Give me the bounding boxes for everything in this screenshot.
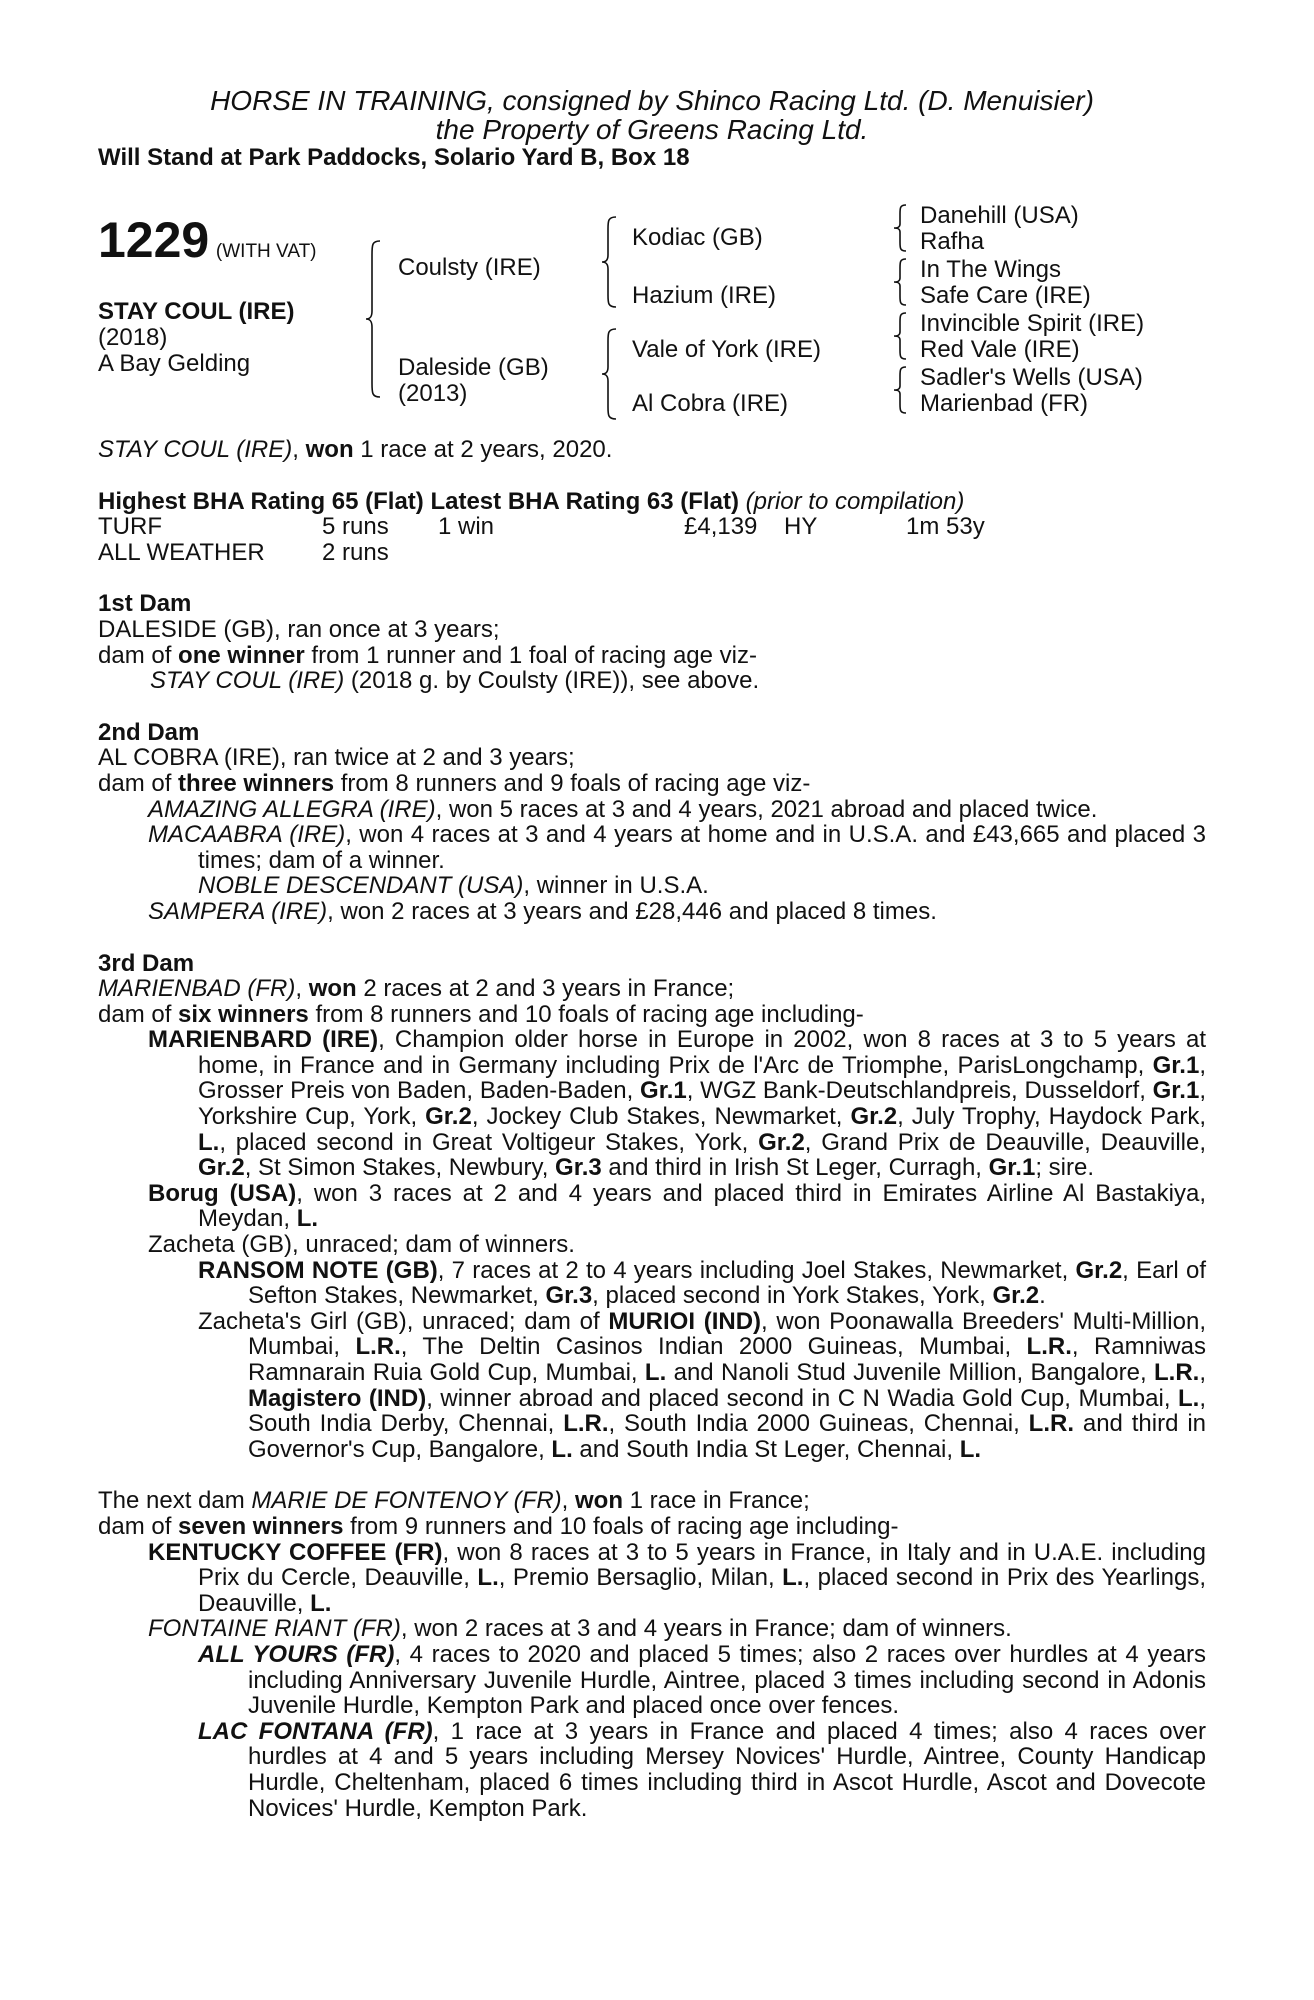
next-dam-produce: dam of seven winners from 9 runners and 10 foals of racing age including- [98,1512,899,1540]
g-bracket-2 [894,259,910,305]
second-dam-entry: NOBLE DESCENDANT (USA), winner in U.S.A. [198,872,709,900]
second-dam-heading: 2nd Dam [98,718,200,746]
next-dam-subentry: ALL YOURS (FR), 4 races to 2020 and placed 5 times; also 2 races over hurdles at 4 years including Anniversary Juvenile Hurdle, Aintree, placed 3 times including second in Adonis Juvenile Hurdle, Kempton Park and placed once over fences. [198,1640,1207,1720]
next-dam-entry: KENTUCKY COFFEE (FR), won 8 races at 3 to 5 years in France, in Italy and in U.A.E. including Prix du Cercle, Deauville, L., Premio Bersaglio, Milan, L., placed second in Prix des Yearlings, Deauville, L. [148,1538,1206,1617]
third-dam-subentry: Zacheta's Girl (GB), unraced; dam of MURIOI (IND), won Poonawalla Breeders' Multi-Million, Mumbai, L.R., The Deltin Casinos Indian 2000 Guineas, Mumbai, L.R., Ramniwas Ramnarain Ruia Gold Cup, Mumbai, L. and Nanoli Stud Juvenile Million, Bangalore, L.R., Magistero (IND), winner abroad and placed second in C N Wadia Gold Cup, Mumbai, L., South India Derby, Chennai, L.R., South India 2000 Guineas, Chennai, L.R. and third in Governor's Cup, Bangalore, L. and South India St Leger, Chennai, L. [198,1307,1206,1463]
second-dam-line: AL COBRA (IRE), ran twice at 2 and 3 years; [98,744,575,772]
next-dam-subentry: LAC FONTANA (FR), 1 race at 3 years in France and placed 4 times; also 4 races over hurdles at 4 and 5 years including Mersey Novices' Hurdle, Aintree, County Handicap Hurdle, Cheltenham, placed 6 times including third in Ascot Hurdle, Ascot and Dovecote Novices' Hurdle, Kempton Park. [198,1717,1206,1822]
second-dam-entry: AMAZING ALLEGRA (IRE), won 5 races at 3 and 4 years, 2021 abroad and placed twice. [148,795,1098,823]
third-dam-produce: dam of six winners from 8 runners and 10 foals of racing age including- [98,1000,864,1028]
ancestor-1: Danehill (USA) [920,202,1079,229]
g-bracket-4 [894,367,910,413]
ancestor-8: Marienbad (FR) [920,390,1089,417]
dam-foaled-year: (2013) [398,380,468,407]
consignor-line: HORSE IN TRAINING, consigned by Shinco Racing Ltd. (D. Menuisier) [210,85,1094,116]
first-dam-heading: 1st Dam [98,590,192,618]
lot-heading [98,212,317,268]
race-record-row: TURF 5 runs 1 win £4,139 HY 1m 53y [98,513,985,541]
g-bracket-1 [894,205,910,251]
next-dam-entry: FONTAINE RIANT (FR), won 2 races at 3 and 4 years in France; dam of winners. [148,1615,1012,1643]
dam-sire: Vale of York (IRE) [632,336,821,363]
stand-location: Will Stand at Park Paddocks, Solario Yard B, Box 18 [98,144,690,171]
second-dam-entry: SAMPERA (IRE), won 2 races at 3 years and £28,446 and placed 8 times. [148,897,937,925]
first-dam-line: DALESIDE (GB), ran once at 3 years; [98,615,500,643]
sire-bracket [602,217,620,307]
next-dam-line: The next dam MARIE DE FONTENOY (FR), won 1 race in France; [98,1487,810,1515]
bha-rating: Highest BHA Rating 65 (Flat) Latest BHA Rating 63 (Flat) (prior to compilation) [98,487,965,515]
catalogue-page [98,86,1206,1821]
dam-name: Daleside (GB) [398,354,549,381]
first-dam-produce: dam of one winner from 1 runner and 1 foal of racing age viz- [98,641,757,669]
horse-description: A Bay Gelding [98,350,251,377]
vat-label: (WITH VAT) [215,241,317,262]
pedigree-bracket-main [366,241,386,397]
ancestor-2: Rafha [920,228,985,255]
ancestor-4: Safe Care (IRE) [920,282,1091,309]
third-dam-entry: MARIENBARD (IRE), Champion older horse in Europe in 2002, won 8 races at 3 to 5 years at home, in France and in Germany including Prix de l'Arc de Triomphe, ParisLongchamp, Gr.1, Grosser Preis von Baden, Baden-Baden, Gr.1, WGZ Bank-Deutschlandpreis, Dusseldorf, Gr.1, Yorkshire Cup, York, Gr.2, Jockey Club Stakes, Newmarket, Gr.2, July Trophy, Haydock Park, L., placed second in Great Voltigeur Stakes, York, Gr.2, Grand Prix de Deauville, Deauville, Gr.2, St Simon Stakes, Newbury, Gr.3 and third in Irish St Leger, Curragh, Gr.1; sire. [148,1026,1207,1182]
race-record-row: ALL WEATHER 2 runs [98,538,389,566]
third-dam-entry: Borug (USA), won 3 races at 2 and 4 years and placed third in Emirates Airline Al Bastakiya, Meydan, L. [148,1179,1207,1233]
third-dam-subentry: RANSOM NOTE (GB), 7 races at 2 to 4 years including Joel Stakes, Newmarket, Gr.2, Earl of Sefton Stakes, Newmarket, Gr.3, placed second in York Stakes, York, Gr.2. [198,1256,1206,1310]
g-bracket-3 [894,313,910,359]
property-line: the Property of Greens Racing Ltd. [435,114,869,145]
third-dam-entry: Zacheta (GB), unraced; dam of winners. [148,1231,575,1259]
sire-dam: Hazium (IRE) [632,282,777,309]
ancestor-6: Red Vale (IRE) [920,336,1080,363]
ancestor-5: Invincible Spirit (IRE) [920,310,1145,337]
foaled-year: (2018) [98,324,168,351]
dam-dam: Al Cobra (IRE) [632,390,789,417]
second-dam-entry: MACAABRA (IRE), won 4 races at 3 and 4 years at home and in U.S.A. and £43,665 and placed 3 times; dam of a winner. [148,821,1206,874]
pedigree-table [98,197,1206,437]
first-dam-entry: STAY COUL (IRE) (2018 g. by Coulsty (IRE)), see above. [150,667,760,695]
dam-bracket [602,329,620,419]
horse-name: STAY COUL (IRE) [98,298,295,325]
ancestor-3: In The Wings [920,256,1061,283]
second-dam-produce: dam of three winners from 8 runners and 9 foals of racing age viz- [98,769,811,797]
third-dam-line: MARIENBAD (FR), won 2 races at 2 and 3 years in France; [98,975,735,1003]
race-summary: STAY COUL (IRE), won 1 race at 2 years, 2020. [98,436,613,463]
sire-sire: Kodiac (GB) [632,224,763,251]
lot-number: 1229 [98,212,210,268]
third-dam-heading: 3rd Dam [98,949,195,977]
ancestor-7: Sadler's Wells (USA) [920,364,1143,391]
sire-name: Coulsty (IRE) [398,254,541,281]
